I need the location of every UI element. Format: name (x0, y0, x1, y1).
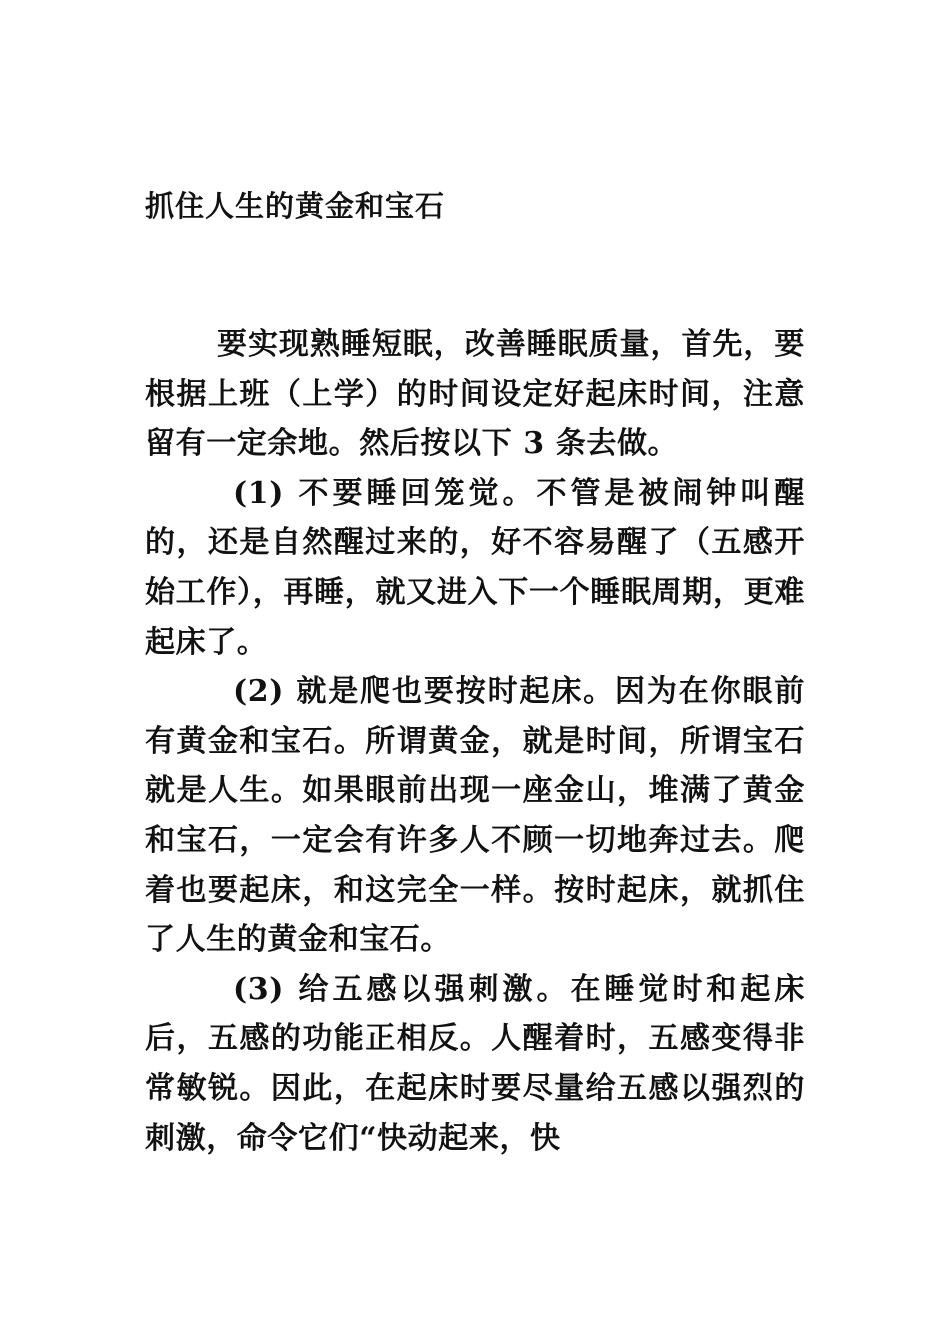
paragraph-item-1: (1) 不要睡回笼觉。不管是被闹钟叫醒的，还是自然醒过来的，好不容易醒了（五感开始工作），再睡，就又进入下一个睡眠周期，更难起床了。 (145, 475, 805, 660)
document-body (145, 320, 805, 1163)
document-title: 抓住人生的黄金和宝石 (145, 189, 446, 223)
paragraph-intro: 要实现熟睡短眠，改善睡眠质量，首先，要根据上班（上学）的时间设定好起床时间，注意留有一定余地。然后按以下 3 条去做。 (145, 327, 805, 462)
paragraph-item-3: (3) 给五感以强刺激。在睡觉时和起床后，五感的功能正相反。人醒着时，五感变得非常敏锐。因此，在起床时要尽量给五感以强烈的刺激，命令它们“快动起来，快 (145, 971, 805, 1156)
paragraph-item-2: (2) 就是爬也要按时起床。因为在你眼前有黄金和宝石。所谓黄金，就是时间，所谓宝石就是人生。如果眼前出现一座金山，堆满了黄金和宝石，一定会有许多人不顾一切地奔过去。爬着也要起床，和这完全一样。按时起床，就抓住了人生的黄金和宝石。 (145, 674, 805, 958)
